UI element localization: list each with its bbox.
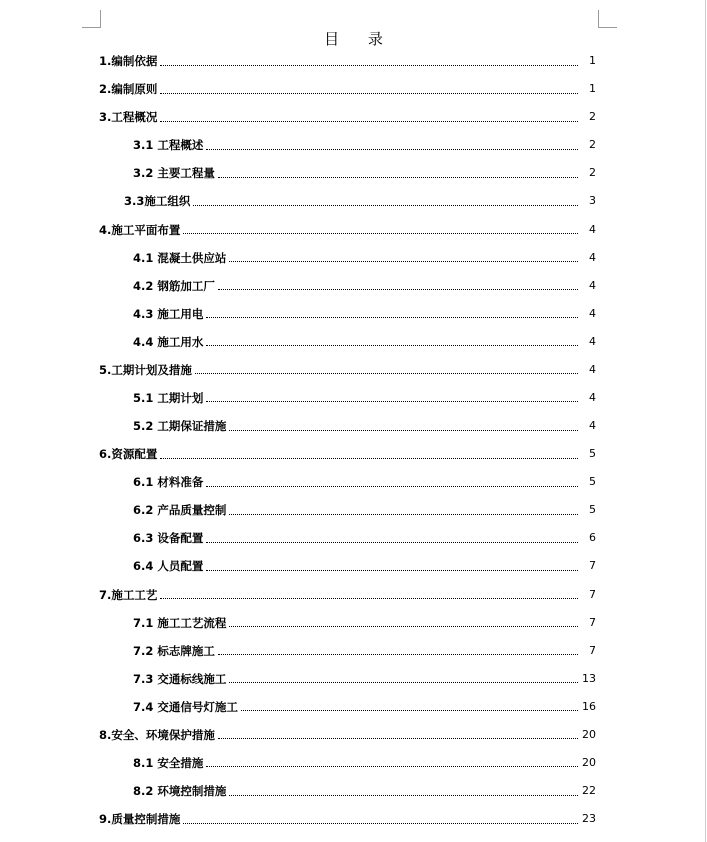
toc-entry-page-number: 4 bbox=[589, 362, 596, 376]
toc-entry-label: 6.4 人员配置 bbox=[133, 559, 204, 574]
toc-entry-label: 8.2 环境控制措施 bbox=[133, 784, 227, 799]
toc-entry-page-number: 16 bbox=[582, 699, 596, 713]
toc-entry-page-number: 13 bbox=[582, 671, 596, 685]
toc-entry-label: 6.2 产品质量控制 bbox=[133, 503, 227, 518]
toc-entry-label: 3.工程概况 bbox=[99, 110, 158, 125]
toc-entry-page-number: 5 bbox=[589, 503, 596, 517]
toc-dot-leader bbox=[218, 654, 578, 655]
toc-entry-page-number: 4 bbox=[589, 250, 596, 264]
toc-entry-page-number: 1 bbox=[589, 54, 596, 68]
toc-entry[interactable] bbox=[0, 524, 707, 552]
toc-entry-label: 8.安全、环境保护措施 bbox=[99, 727, 215, 742]
toc-dot-leader bbox=[206, 766, 578, 767]
toc-dot-leader bbox=[193, 205, 578, 206]
toc-entry-page-number: 4 bbox=[589, 222, 596, 236]
toc-entry-label: 9.质量控制措施 bbox=[99, 812, 181, 827]
toc-entry[interactable] bbox=[0, 103, 707, 131]
toc-entry[interactable] bbox=[0, 580, 707, 608]
toc-entry[interactable] bbox=[0, 749, 707, 777]
toc-dot-leader bbox=[160, 458, 578, 459]
toc-dot-leader bbox=[206, 401, 578, 402]
toc-dot-leader bbox=[206, 317, 578, 318]
toc-entry-label: 6.3 设备配置 bbox=[133, 531, 204, 546]
toc-entry-label: 7.施工工艺 bbox=[99, 587, 158, 602]
toc-dot-leader bbox=[218, 177, 578, 178]
toc-entry-label: 3.3施工组织 bbox=[124, 194, 191, 209]
toc-entry-page-number: 20 bbox=[582, 727, 596, 741]
toc-entry[interactable] bbox=[0, 244, 707, 272]
toc-entry-page-number: 5 bbox=[589, 475, 596, 489]
toc-dot-leader bbox=[206, 570, 578, 571]
toc-entry-page-number: 20 bbox=[582, 755, 596, 769]
toc-entry-label: 4.施工平面布置 bbox=[99, 222, 181, 237]
toc-entry[interactable] bbox=[0, 131, 707, 159]
toc-entry[interactable] bbox=[0, 272, 707, 300]
toc-entry[interactable] bbox=[0, 805, 707, 833]
toc-dot-leader bbox=[160, 598, 578, 599]
toc-entry[interactable] bbox=[0, 637, 707, 665]
toc-dot-leader bbox=[160, 93, 578, 94]
toc-entry[interactable] bbox=[0, 47, 707, 75]
crop-mark-top-left bbox=[82, 27, 101, 28]
toc-entry[interactable] bbox=[0, 440, 707, 468]
toc-entry-label: 7.4 交通信号灯施工 bbox=[133, 699, 238, 714]
toc-title: 目 录 bbox=[324, 30, 395, 48]
toc-entry-label: 6.1 材料准备 bbox=[133, 475, 204, 490]
toc-entry-label: 4.4 施工用水 bbox=[133, 334, 204, 349]
toc-entry-page-number: 4 bbox=[589, 334, 596, 348]
toc-entry-page-number: 3 bbox=[589, 194, 596, 208]
toc-entry[interactable] bbox=[0, 328, 707, 356]
toc-entry-page-number: 6 bbox=[589, 531, 596, 545]
toc-dot-leader bbox=[218, 289, 578, 290]
toc-entry-page-number: 2 bbox=[589, 138, 596, 152]
toc-entry[interactable] bbox=[0, 159, 707, 187]
toc-entry[interactable] bbox=[0, 609, 707, 637]
toc-dot-leader bbox=[206, 149, 578, 150]
toc-entry-label: 3.1 工程概述 bbox=[133, 138, 204, 153]
toc-entry[interactable] bbox=[0, 356, 707, 384]
toc-entry[interactable] bbox=[0, 552, 707, 580]
toc-dot-leader bbox=[229, 514, 578, 515]
toc-entry-label: 5.1 工期计划 bbox=[133, 390, 204, 405]
toc-entry-page-number: 7 bbox=[589, 559, 596, 573]
toc-dot-leader bbox=[195, 373, 578, 374]
toc-entry-label: 7.2 标志牌施工 bbox=[133, 643, 215, 658]
toc-dot-leader bbox=[229, 430, 578, 431]
toc-entry[interactable] bbox=[0, 468, 707, 496]
toc-dot-leader bbox=[206, 345, 578, 346]
toc-entry-label: 4.3 施工用电 bbox=[133, 306, 204, 321]
toc-entry[interactable] bbox=[0, 215, 707, 243]
toc-entry-page-number: 7 bbox=[589, 587, 596, 601]
toc-entry-page-number: 4 bbox=[589, 306, 596, 320]
toc-entry[interactable] bbox=[0, 75, 707, 103]
toc-entry-page-number: 2 bbox=[589, 110, 596, 124]
toc-entry-label: 7.3 交通标线施工 bbox=[133, 671, 227, 686]
toc-entry-label: 5.2 工期保证措施 bbox=[133, 419, 227, 434]
toc-entry[interactable] bbox=[0, 693, 707, 721]
toc-dot-leader bbox=[183, 233, 578, 234]
toc-entry-page-number: 7 bbox=[589, 643, 596, 657]
toc-entry-page-number: 4 bbox=[589, 278, 596, 292]
toc-entry-label: 5.工期计划及措施 bbox=[99, 362, 192, 377]
toc-entry-label: 7.1 施工工艺流程 bbox=[133, 615, 227, 630]
toc-entry[interactable] bbox=[0, 187, 707, 215]
crop-mark-top-left bbox=[100, 10, 101, 28]
toc-entry[interactable] bbox=[0, 384, 707, 412]
toc-entry[interactable] bbox=[0, 496, 707, 524]
toc-dot-leader bbox=[229, 626, 578, 627]
toc-entry-label: 8.1 安全措施 bbox=[133, 755, 204, 770]
toc-dot-leader bbox=[183, 823, 578, 824]
toc-dot-leader bbox=[160, 65, 578, 66]
toc-dot-leader bbox=[229, 261, 578, 262]
toc-entry[interactable] bbox=[0, 777, 707, 805]
toc-entry-label: 3.2 主要工程量 bbox=[133, 166, 215, 181]
toc-dot-leader bbox=[229, 682, 578, 683]
table-of-contents bbox=[0, 47, 707, 833]
toc-entry-page-number: 7 bbox=[589, 615, 596, 629]
toc-entry-page-number: 4 bbox=[589, 390, 596, 404]
toc-entry-page-number: 2 bbox=[589, 166, 596, 180]
toc-entry-label: 6.资源配置 bbox=[99, 447, 158, 462]
toc-entry[interactable] bbox=[0, 721, 707, 749]
toc-entry[interactable] bbox=[0, 412, 707, 440]
toc-dot-leader bbox=[160, 121, 578, 122]
toc-entry-page-number: 5 bbox=[589, 447, 596, 461]
toc-entry-label: 4.1 混凝土供应站 bbox=[133, 250, 227, 265]
toc-dot-leader bbox=[206, 542, 578, 543]
toc-entry-label: 1.编制依据 bbox=[99, 54, 158, 69]
toc-entry-page-number: 22 bbox=[582, 784, 596, 798]
toc-dot-leader bbox=[206, 486, 578, 487]
toc-entry-page-number: 4 bbox=[589, 419, 596, 433]
toc-entry-label: 4.2 钢筋加工厂 bbox=[133, 278, 215, 293]
crop-mark-top-right bbox=[598, 10, 599, 28]
toc-entry-label: 2.编制原则 bbox=[99, 82, 158, 97]
toc-entry[interactable] bbox=[0, 300, 707, 328]
toc-dot-leader bbox=[218, 738, 578, 739]
toc-entry[interactable] bbox=[0, 665, 707, 693]
toc-entry-page-number: 23 bbox=[582, 812, 596, 826]
toc-dot-leader bbox=[241, 710, 578, 711]
toc-dot-leader bbox=[229, 795, 578, 796]
crop-mark-top-right bbox=[598, 27, 617, 28]
toc-entry-page-number: 1 bbox=[589, 82, 596, 96]
